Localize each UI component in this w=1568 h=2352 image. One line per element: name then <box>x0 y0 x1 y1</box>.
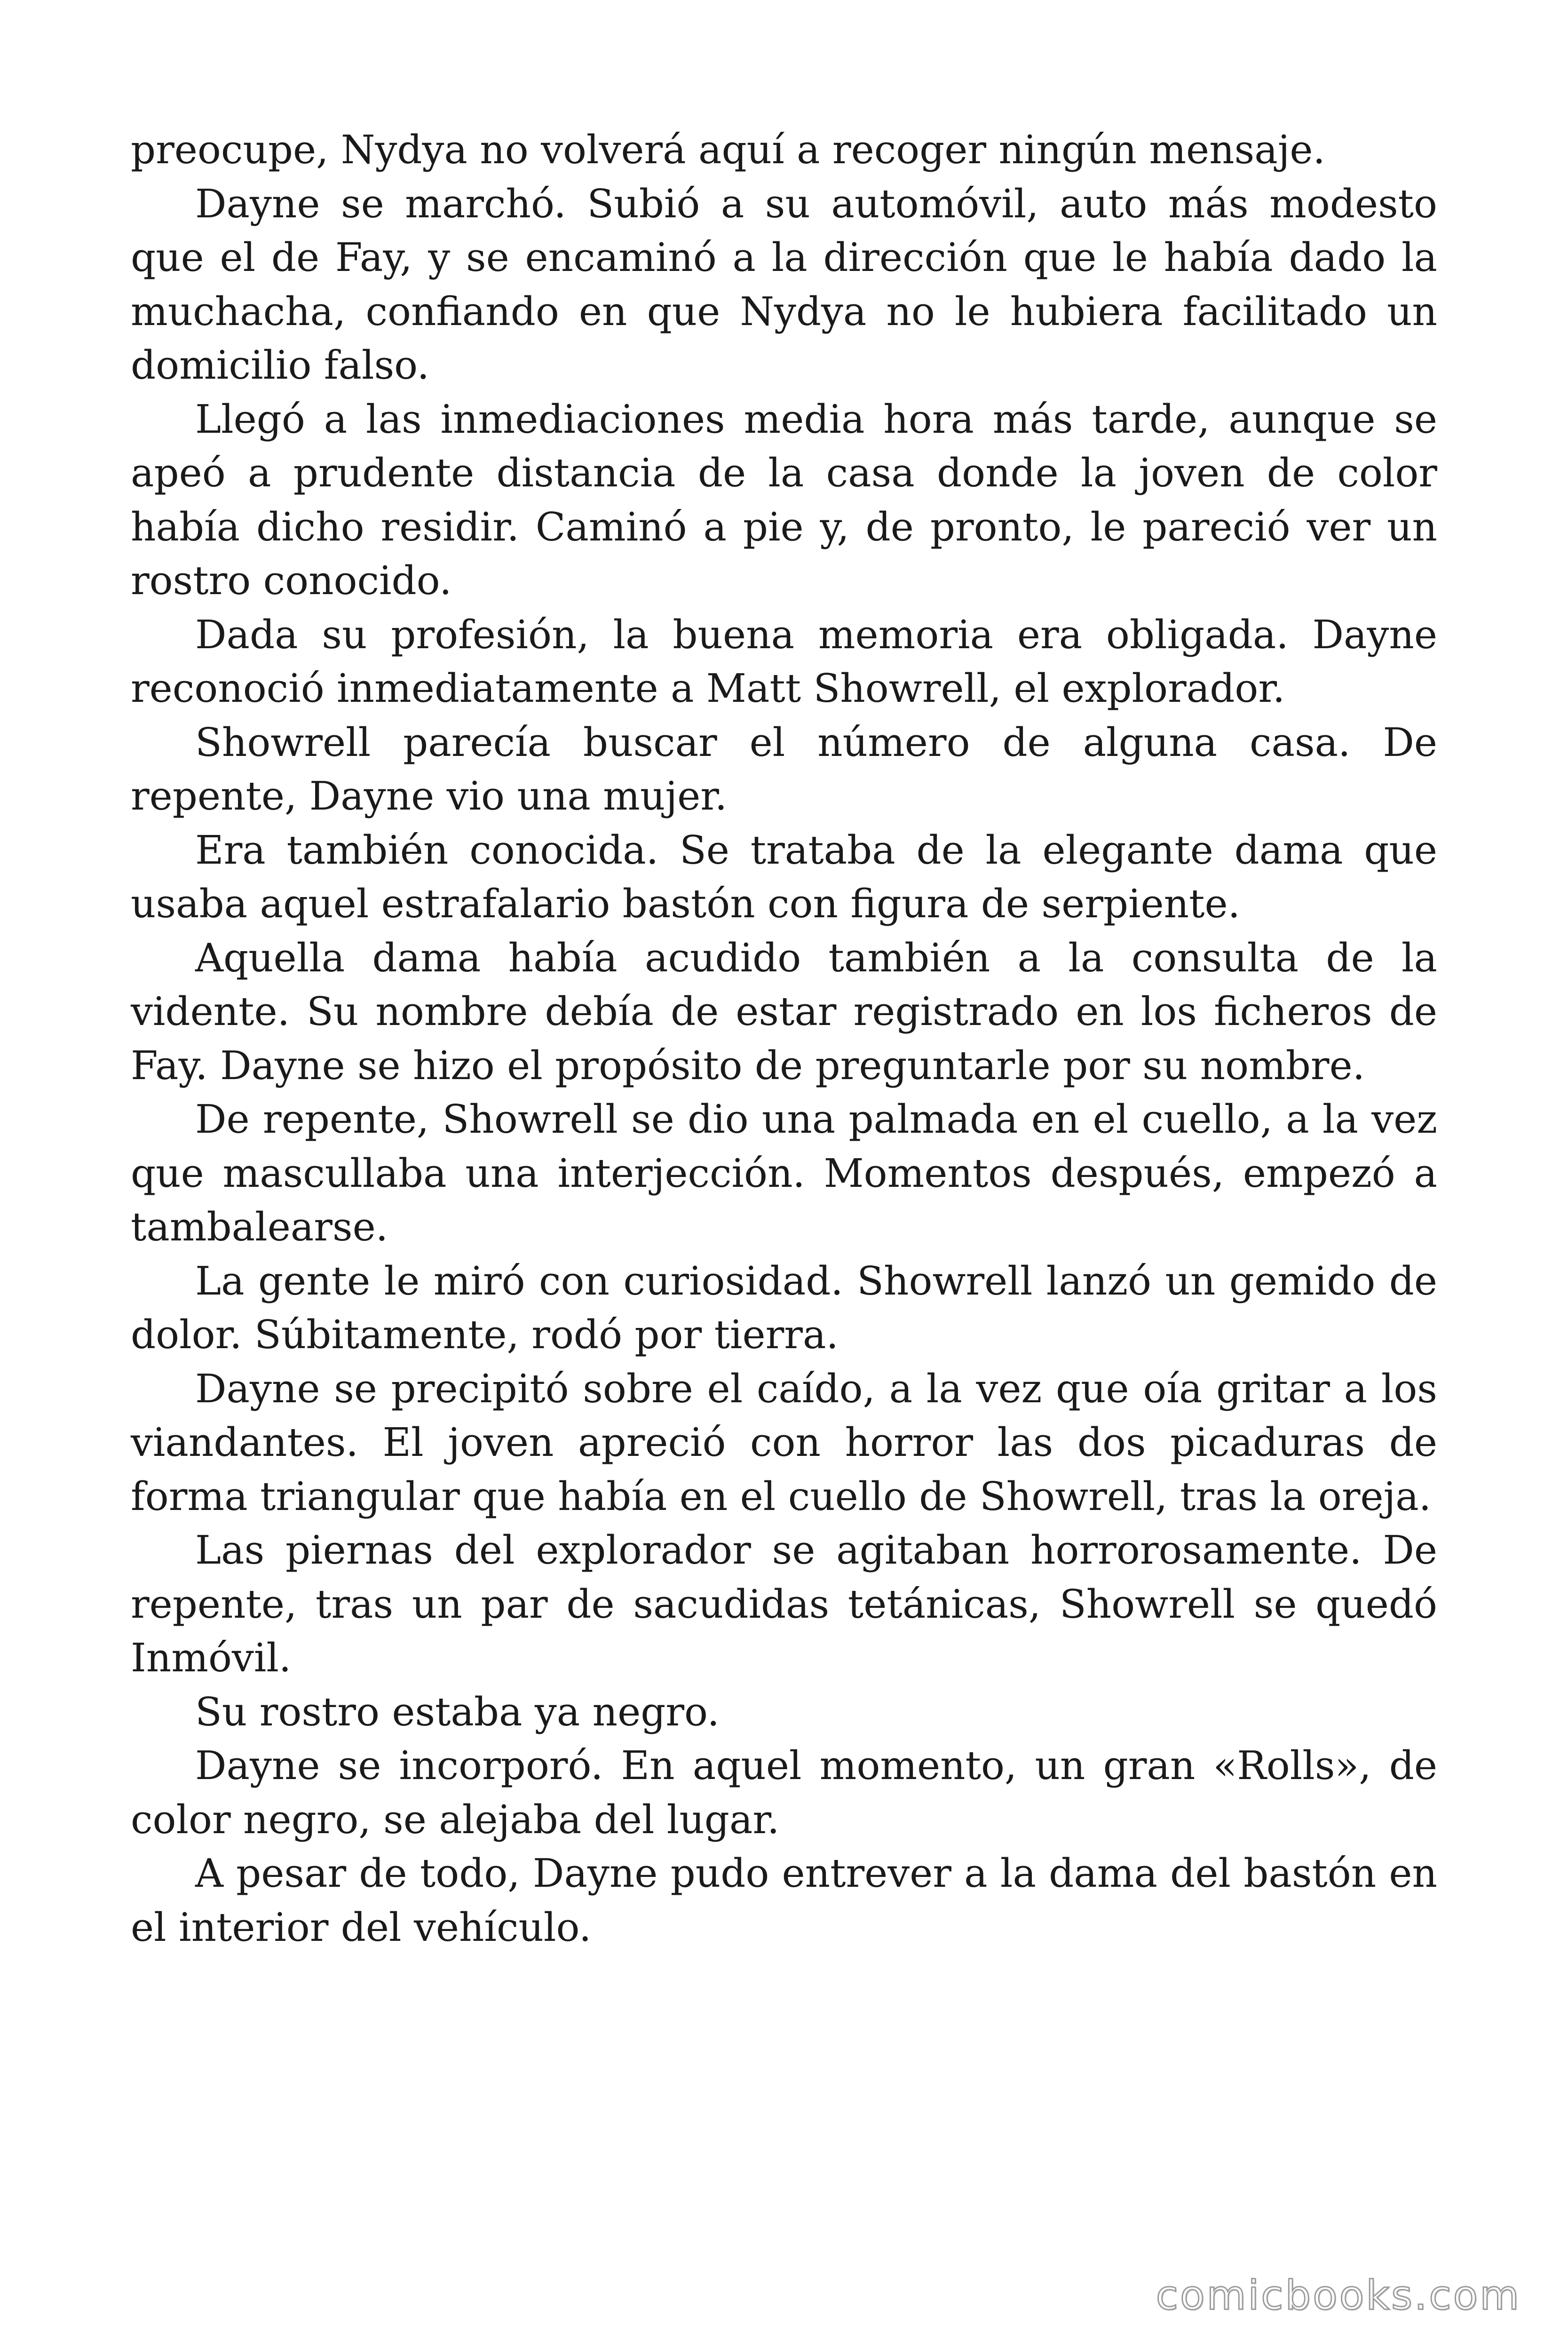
paragraph: Showrell parecía buscar el número de alguna casa. De repente, Dayne vio una mujer. <box>131 719 1437 819</box>
paragraph: Dayne se precipitó sobre el caído, a la vez que oía gritar a los viandantes. El joven apreció con horror las dos picaduras de forma triangular que había en el cuello de Showrell, tras la oreja. <box>131 1366 1437 1519</box>
paragraph: A pesar de todo, Dayne pudo entrever a la dama del bastón en el interior del vehículo. <box>131 1851 1437 1950</box>
paragraph: De repente, Showrell se dio una palmada en el cuello, a la vez que mascullaba una interjección. Momentos después, empezó a tambalearse. <box>131 1097 1437 1250</box>
body-text <box>131 123 1437 1955</box>
paragraph: Su rostro estaba ya negro. <box>195 1689 720 1735</box>
paragraph: La gente le miró con curiosidad. Showrell lanzó un gemido de dolor. Súbitamente, rodó por tierra. <box>131 1258 1437 1358</box>
paragraph: Dada su profesión, la buena memoria era obligada. Dayne reconoció inmediatamente a Matt Showrell, el explorador. <box>131 612 1437 711</box>
paragraph: preocupe, Nydya no volverá aquí a recoger ningún mensaje. <box>131 127 1325 173</box>
paragraph: Dayne se marchó. Subió a su automóvil, auto más modesto que el de Fay, y se encaminó a la dirección que le había dado la muchacha, confiando en que Nydya no le hubiera facilitado un domicilio falso. <box>131 181 1437 388</box>
paragraph: Llegó a las inmediaciones media hora más tarde, aunque se apeó a prudente distancia de la casa donde la joven de color había dicho residir. Caminó a pie y, de pronto, le pareció ver un rostro conocido. <box>131 396 1437 604</box>
watermark: comicbooks.com <box>1156 2272 1521 2319</box>
paragraph: Era también conocida. Se trataba de la elegante dama que usaba aquel estrafalario bastón con figura de serpiente. <box>131 827 1437 927</box>
paragraph: Aquella dama había acudido también a la consulta de la vidente. Su nombre debía de estar registrado en los ficheros de Fay. Dayne se hizo el propósito de preguntarle por su nombre. <box>131 935 1437 1089</box>
paragraph: Dayne se incorporó. En aquel momento, un gran «Rolls», de color negro, se alejaba del lugar. <box>131 1743 1437 1843</box>
paragraph: Las piernas del explorador se agitaban horrorosamente. De repente, tras un par de sacudidas tetánicas, Showrell se quedó Inmóvil. <box>131 1527 1437 1681</box>
